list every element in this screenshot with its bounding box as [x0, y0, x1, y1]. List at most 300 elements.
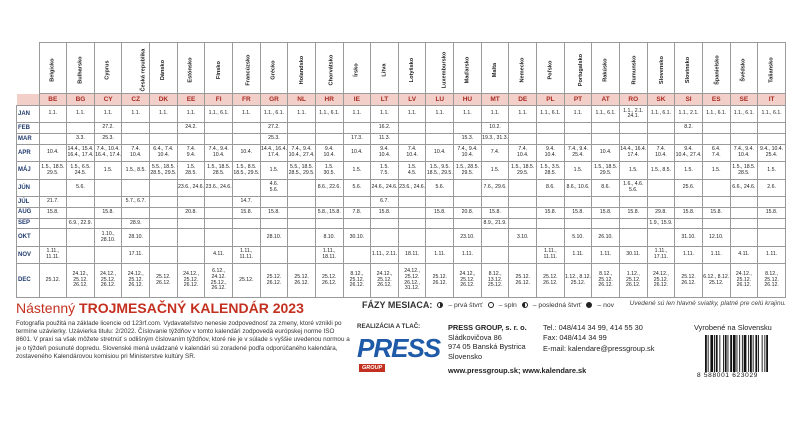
holiday-cell: 1.1., 2.1. [675, 106, 703, 123]
holiday-cell: 7.4. 9.4. [177, 144, 205, 161]
holiday-cell [67, 207, 95, 218]
holiday-cell: 5.7., 6.7. [122, 197, 150, 208]
holiday-cell [619, 123, 647, 134]
holiday-cell [702, 218, 730, 229]
holiday-cell: 8.12., 13.12. 25.12. [481, 264, 509, 298]
holiday-cell: 6.7. [371, 197, 399, 208]
holiday-cell [702, 179, 730, 196]
country-name-cy [94, 43, 122, 94]
holiday-cell: 1.1. [371, 106, 399, 123]
country-name-label: Slovensko [658, 55, 665, 84]
holiday-cell: 8.12., 25.12. 26.12. [343, 264, 371, 298]
holiday-cell [177, 134, 205, 145]
holiday-cell: 8.6. [537, 179, 565, 196]
country-name-fr [232, 43, 260, 94]
holiday-cell [398, 218, 426, 229]
holiday-cell [647, 123, 675, 134]
country-code-pl: PL [537, 94, 565, 106]
holiday-cell: 1.5., 8.5. [122, 162, 150, 179]
holiday-cell [122, 179, 150, 196]
holiday-cell: 25.12. 26.12. [509, 264, 537, 298]
country-name-label: Holandsko [299, 55, 306, 85]
country-name-label: Lotyšsko [409, 57, 416, 83]
copyright-text: Fotografia použitá na základe licencie od 123rf.com. Vydavateľstvo nenesie zodpovednosť za zmeny, ktoré vznikli po termíne uzávierky. Uzávierka titulu: 2/2022. Číslovanie týždňov v tomto kalendári zodpovedá európskej norme ISO 8601. V praxi sa však môžete stretnúť s odlišným číslovaním týždňov, ktoré nie je v súlade s vyššie uvedenou normou a je o týždeň posunuté dopredu. Slovenské mená uvádzané v kalendári sú zoradené podľa odporúčaného kalendára, zostaveného Kalendárovou komisiou pri Ministerstve kultúry SR. [16, 320, 350, 360]
holiday-cell: 1.5., 3.5. 28.5. [537, 162, 565, 179]
press-group-logo [357, 333, 445, 379]
holiday-cell [150, 134, 178, 145]
country-name-label: Luxembursko [441, 51, 448, 89]
country-name-dk [150, 43, 178, 94]
holiday-cell: 1.5., 8.5. 18.5., 29.5. [232, 162, 260, 179]
month-label: FEB [17, 123, 40, 134]
holiday-cell: 25.12. 26.12. [150, 264, 178, 298]
holiday-cell [94, 218, 122, 229]
country-code-hu: HU [454, 94, 482, 106]
holiday-cell [232, 123, 260, 134]
holiday-cell: 31.10. [675, 229, 703, 246]
month-row-7 [17, 207, 786, 218]
holiday-cell [758, 218, 786, 229]
holiday-cell [150, 229, 178, 246]
country-code-bg: BG [67, 94, 95, 106]
country-code-sk: SK [647, 94, 675, 106]
holiday-cell: 1.1., 6.1. [315, 106, 343, 123]
holiday-cell: 24.2. [177, 123, 205, 134]
holiday-cell [592, 123, 620, 134]
holiday-cell: 1.5. 28.5. [177, 162, 205, 179]
holiday-cell: 1.1. [67, 106, 95, 123]
holiday-cell: 15.8. [758, 207, 786, 218]
holiday-cell [619, 229, 647, 246]
month-row-4 [17, 162, 786, 179]
country-name-label: Chorvátsko [328, 54, 335, 86]
country-code-fr: FR [232, 94, 260, 106]
country-name-label: Maďarsko [464, 56, 471, 84]
holiday-cell: 10.4. [592, 144, 620, 161]
holiday-cell: 9.4. 10.4., 27.4. [675, 144, 703, 161]
country-code-cz: CZ [122, 94, 150, 106]
holiday-cell: 15.8. [564, 207, 592, 218]
publisher-country: Slovensko [448, 351, 483, 361]
country-name-bg [67, 43, 95, 94]
holiday-cell [509, 207, 537, 218]
holiday-cell [343, 197, 371, 208]
holiday-cell [481, 197, 509, 208]
holiday-cell: 5.10. [564, 229, 592, 246]
month-label: SEP [17, 218, 40, 229]
holiday-cell: 16.2. [371, 123, 399, 134]
holiday-cell: 1.5., 18.5. 29.5. [509, 162, 537, 179]
holiday-cell: 1.11. [426, 246, 454, 263]
holiday-cell: 8.12., 25.12. 26.12. [758, 264, 786, 298]
holiday-cell: 1.5., 18.5. 28.5. [205, 162, 233, 179]
country-code-lt: LT [371, 94, 399, 106]
holiday-cell: 1.5. [675, 162, 703, 179]
logo-word: PRESS [357, 333, 441, 363]
holiday-cell: 1.5., 18.5. 29.5. [592, 162, 620, 179]
country-name-pt [564, 43, 592, 94]
country-name-at [592, 43, 620, 94]
holiday-cell: 3.3. [67, 134, 95, 145]
country-code-ie: IE [343, 94, 371, 106]
holiday-table [16, 42, 786, 298]
month-label: NOV [17, 246, 40, 263]
holiday-cell [150, 246, 178, 263]
month-row-6 [17, 197, 786, 208]
holiday-cell: 1.11., 2.11. [371, 246, 399, 263]
holiday-cell: 3.10. [509, 229, 537, 246]
holiday-cell [702, 134, 730, 145]
holiday-cell [647, 229, 675, 246]
holiday-cell: 6.6., 24.6. [730, 179, 758, 196]
holiday-cell: 15.8. [675, 207, 703, 218]
holiday-cell: 23.6., 24.6. [205, 179, 233, 196]
holiday-cell [67, 246, 95, 263]
holiday-cell: 1.1., 6.1. [730, 106, 758, 123]
holiday-cell: 25.12. 26.12. [426, 264, 454, 298]
moon-phases-label: FÁZY MESIACA: [362, 300, 433, 310]
holiday-cell [288, 246, 316, 263]
holiday-cell: 7.4., 9.4. 10.4. [454, 144, 482, 161]
holiday-cell: 1.5. [758, 162, 786, 179]
country-name-lt [371, 43, 399, 94]
holiday-cell [39, 218, 67, 229]
holiday-cell [647, 134, 675, 145]
holiday-cell [564, 123, 592, 134]
holiday-cell: 5.6. [343, 179, 371, 196]
month-label: MÁJ [17, 162, 40, 179]
holiday-cell: 7.4. [481, 144, 509, 161]
country-code-gr: GR [260, 94, 288, 106]
holiday-cell [619, 197, 647, 208]
country-code-ee: EE [177, 94, 205, 106]
holiday-cell: 1.1. [509, 106, 537, 123]
holiday-cell: 1.11. [592, 246, 620, 263]
holiday-cell: 1.5., 8.5. [647, 162, 675, 179]
holiday-cell: 25.12. [39, 264, 67, 298]
holiday-cell [564, 134, 592, 145]
holiday-cell: 1.1. [177, 106, 205, 123]
holiday-cell: 1.11., 18.11. [315, 246, 343, 263]
holiday-cell: 1.1., 6.1. [758, 106, 786, 123]
holiday-cell: 25.12. [232, 264, 260, 298]
holiday-cell: 8.10. [315, 229, 343, 246]
country-name-label: Taliansko [768, 57, 775, 83]
holiday-cell [39, 134, 67, 145]
holiday-cell: 1.11., 11.11. [232, 246, 260, 263]
holiday-cell [232, 229, 260, 246]
moon-phases-legend [362, 300, 614, 310]
holiday-cell: 14.4., 16.4. 17.4. [619, 144, 647, 161]
country-name-be [39, 43, 67, 94]
holiday-cell [647, 197, 675, 208]
country-name-label: Nemecko [519, 57, 526, 83]
holiday-cell: 1.5. [702, 162, 730, 179]
country-name-pl [537, 43, 565, 94]
holiday-cell: 1.1. [398, 106, 426, 123]
month-row-10 [17, 246, 786, 263]
month-label: MAR [17, 134, 40, 145]
holiday-cell: 1.5. 30.5. [315, 162, 343, 179]
country-name-lv [398, 43, 426, 94]
country-name-label: Francúzsko [245, 54, 252, 86]
holiday-cell: 15.8. [426, 207, 454, 218]
holiday-cell: 1.5., 28.5. 29.5. [454, 162, 482, 179]
holiday-cell: 5.5., 18.5. 28.5., 29.5. [288, 162, 316, 179]
holiday-cell [315, 218, 343, 229]
holiday-cell: 1.11. [564, 246, 592, 263]
holiday-cell: 24.12., 25.12. 26.12. [647, 264, 675, 298]
holiday-cell [39, 179, 67, 196]
holiday-cell: 1.5. [619, 162, 647, 179]
holiday-cell [454, 218, 482, 229]
holiday-cell: 28.10. [260, 229, 288, 246]
contact-tel: Tel.: 048/414 34 99, 414 55 30 [543, 323, 643, 332]
country-code-be: BE [39, 94, 67, 106]
holiday-cell: 30.11. [619, 246, 647, 263]
holiday-cell: 21.7. [39, 197, 67, 208]
publisher-name: PRESS GROUP, s. r. o. [448, 323, 527, 332]
holiday-cell [150, 179, 178, 196]
holiday-cell [288, 123, 316, 134]
country-name-label: Portugalsko [577, 53, 584, 87]
holiday-cell: 18.11. [398, 246, 426, 263]
country-code-at: AT [592, 94, 620, 106]
holiday-cell: 8.6. [592, 179, 620, 196]
holiday-cell [343, 123, 371, 134]
holiday-cell: 23.6., 24.6. [398, 179, 426, 196]
holiday-cell [481, 246, 509, 263]
holiday-cell: 15.3. [454, 134, 482, 145]
first-quarter-label: – prvá štvrť [448, 301, 483, 309]
holiday-cell [94, 179, 122, 196]
holiday-cell [675, 218, 703, 229]
holiday-cell: 10.4. [426, 144, 454, 161]
country-name-label: Rakúsko [602, 58, 609, 82]
holiday-cell [509, 123, 537, 134]
holiday-cell [315, 197, 343, 208]
holiday-cell [150, 218, 178, 229]
holiday-cell [288, 218, 316, 229]
holiday-cell: 5.6. [426, 179, 454, 196]
month-row-5 [17, 179, 786, 196]
holiday-cell: 1.1. [481, 106, 509, 123]
country-code-lv: LV [398, 94, 426, 106]
month-label: OKT [17, 229, 40, 246]
holiday-cell [537, 229, 565, 246]
holiday-cell [315, 134, 343, 145]
holiday-cell: 8.2. [675, 123, 703, 134]
holiday-cell: 7.4., 10.4. 16.4., 17.4. [94, 144, 122, 161]
country-name-label: Švédsko [740, 58, 747, 82]
country-code-pt: PT [564, 94, 592, 106]
contact-email[interactable]: E-mail: kalendare@pressgroup.sk [543, 343, 655, 353]
holiday-cell: 6.12., 8.12. 25.12. [702, 264, 730, 298]
holiday-cell [205, 218, 233, 229]
holiday-cell [730, 197, 758, 208]
holiday-cell: 1.12., 25.12. 26.12. [619, 264, 647, 298]
holiday-cell: 25.12. 26.12. [675, 264, 703, 298]
holiday-cell [454, 179, 482, 196]
country-code-es: ES [702, 94, 730, 106]
realization-label: REALIZÁCIA A TLAČ: [357, 323, 421, 330]
country-name-label: Poľsko [547, 60, 554, 80]
calendar-title [16, 300, 304, 316]
holiday-cell [592, 134, 620, 145]
holiday-cell: 6.4. 7.4. [702, 144, 730, 161]
holiday-cell [426, 123, 454, 134]
holiday-cell: 6.12., 24.12. 25.12., 26.12. [205, 264, 233, 298]
holiday-cell: 1.1., 6.1. [702, 106, 730, 123]
country-name-label: Slovinsko [685, 56, 692, 84]
holiday-cell: 30.10. [343, 229, 371, 246]
holiday-cell: 7.4., 9.4. 10.4., 27.4. [288, 144, 316, 161]
holiday-cell [177, 229, 205, 246]
holiday-cell [205, 197, 233, 208]
barcode-icon [705, 335, 785, 372]
holiday-cell [150, 123, 178, 134]
country-code-fi: FI [205, 94, 233, 106]
holiday-cell [177, 197, 205, 208]
new-moon-icon [586, 302, 592, 308]
holiday-cell: 1.12., 8.12. 25.12. [564, 264, 592, 298]
holiday-cell [150, 207, 178, 218]
holiday-cell: 8.6., 10.6. [564, 179, 592, 196]
country-name-nl [288, 43, 316, 94]
holiday-cell: 1.11. [702, 246, 730, 263]
holiday-cell: 5.8., 15.8. [315, 207, 343, 218]
holiday-cell: 1.6., 4.6. 5.6. [619, 179, 647, 196]
contact-fax: Fax: 048/414 34 99 [543, 333, 607, 343]
holiday-cell: 1.1., 6.1. [647, 106, 675, 123]
holiday-cell: 1.5., 18.5. 28.5. [730, 162, 758, 179]
holiday-cell: 4.11. [730, 246, 758, 263]
holiday-cell [398, 229, 426, 246]
holiday-cell [150, 197, 178, 208]
holiday-cell [398, 134, 426, 145]
holiday-cell: 15.8. [39, 207, 67, 218]
holiday-cell [675, 197, 703, 208]
holiday-cell [537, 197, 565, 208]
holiday-cell [509, 134, 537, 145]
publisher-web[interactable]: www.pressgroup.sk; www.kalendare.sk [448, 366, 587, 375]
month-row-9 [17, 229, 786, 246]
country-name-label: Cyprus [105, 60, 112, 80]
holiday-cell [343, 218, 371, 229]
holiday-cell: 8.6., 22.6. [315, 179, 343, 196]
publisher-contact [543, 323, 654, 354]
holiday-cell [177, 246, 205, 263]
holiday-cell: 7.4. 10.4. [398, 144, 426, 161]
holiday-cell [343, 246, 371, 263]
holiday-cell [509, 246, 537, 263]
holiday-cell [509, 197, 537, 208]
holiday-cell: 15.8. [260, 207, 288, 218]
holiday-cell: 1.11., 11.11. [39, 246, 67, 263]
holiday-cell [39, 229, 67, 246]
month-label: AUG [17, 207, 40, 218]
holiday-cell [94, 246, 122, 263]
holiday-cell [122, 134, 150, 145]
holiday-cell [564, 197, 592, 208]
holiday-cell [675, 134, 703, 145]
country-name-ie [343, 43, 371, 94]
holiday-cell: 1.5. [564, 162, 592, 179]
holiday-cell: 27.2. [260, 123, 288, 134]
holiday-cell [758, 123, 786, 134]
holiday-cell [260, 246, 288, 263]
country-name-es [702, 43, 730, 94]
country-name-ee [177, 43, 205, 94]
holiday-cell: 24.12., 25.12. 26.12. [94, 264, 122, 298]
holiday-cell: 25.6. [675, 179, 703, 196]
holiday-cell: 1.5. 4.5. [398, 162, 426, 179]
holiday-cell: 24.6., 24.6. [371, 179, 399, 196]
holiday-rows [17, 106, 786, 298]
holiday-cell: 8.12., 25.12. 26.12. [592, 264, 620, 298]
holiday-cell [205, 134, 233, 145]
holiday-cell: 15.8. [619, 207, 647, 218]
holiday-cell [122, 207, 150, 218]
holiday-cell [67, 197, 95, 208]
holiday-cell [232, 179, 260, 196]
month-label: JÚL [17, 197, 40, 208]
holiday-cell: 24.12., 25.12. 26.12. [454, 264, 482, 298]
country-name-si [675, 43, 703, 94]
holiday-cell: 24.12., 25.12. 26.12. [67, 264, 95, 298]
holiday-cell: 1.1. [454, 106, 482, 123]
holiday-cell [426, 197, 454, 208]
country-name-it [758, 43, 786, 94]
holiday-cell [537, 123, 565, 134]
holiday-cell: 8.9., 21.9. [481, 218, 509, 229]
holiday-cell: 19.3., 31.3. [481, 134, 509, 145]
country-name-gr [260, 43, 288, 94]
holiday-cell [758, 197, 786, 208]
holiday-cell [288, 229, 316, 246]
made-in-label: Vyrobené na Slovensku [694, 323, 772, 332]
country-name-hr [315, 43, 343, 94]
holiday-cell: 1.5. [260, 162, 288, 179]
holiday-cell [398, 207, 426, 218]
country-name-hu [454, 43, 482, 94]
month-row-2 [17, 134, 786, 145]
holiday-cell: 1.5., 18.5. 29.5. [39, 162, 67, 179]
country-name-label: Španielsko [714, 55, 721, 85]
holiday-cell: 1.11. [675, 246, 703, 263]
holiday-cell [232, 218, 260, 229]
holiday-cell: 1.11., 17.11. [647, 246, 675, 263]
title-bold: TROJMESAČNÝ KALENDÁR 2023 [79, 300, 304, 316]
holiday-cell: 17.11. [122, 246, 150, 263]
country-name-label: Fínsko [215, 60, 222, 79]
holiday-cell: 7.4. 10.4. [122, 144, 150, 161]
holiday-cell [371, 218, 399, 229]
holiday-cell [730, 123, 758, 134]
holiday-cell: 7.4., 9.4. 10.4. [730, 144, 758, 161]
holiday-cell: 25.12. 26.12. [315, 264, 343, 298]
country-code-se: SE [730, 94, 758, 106]
holiday-cell: 17.3. [343, 134, 371, 145]
holiday-cell: 1.1., 6.1. [537, 106, 565, 123]
holiday-cell: 1.1. [39, 106, 67, 123]
holiday-cell [592, 197, 620, 208]
holiday-cell: 10.4. [343, 144, 371, 161]
country-code-si: SI [675, 94, 703, 106]
month-row-0 [17, 106, 786, 123]
country-code-row [17, 94, 786, 106]
country-code-lu: LU [426, 94, 454, 106]
